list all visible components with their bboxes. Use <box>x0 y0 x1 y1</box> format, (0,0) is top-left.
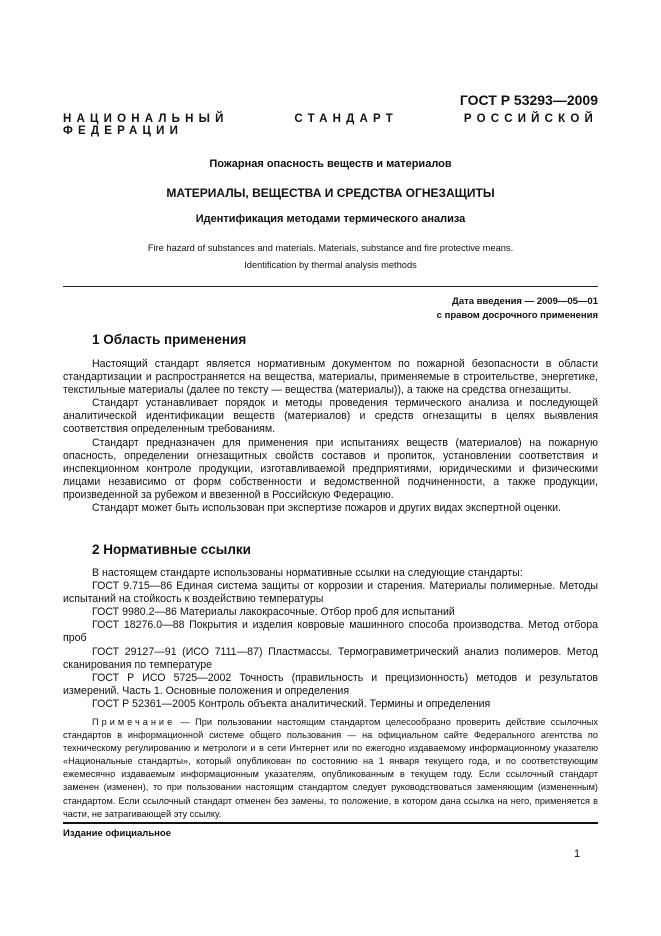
national-standard-banner: НАЦИОНАЛЬНЫЙ СТАНДАРТ РОССИЙСКОЙ ФЕДЕРАЦИИ <box>63 113 598 137</box>
section-1-heading: 1 Область применения <box>92 332 247 347</box>
paragraph: В настоящем стандарте использованы нормативные ссылки на следующие стандарты: <box>92 567 523 579</box>
effective-date-line: Дата введения — 2009—05—01 <box>452 296 598 307</box>
reference-item: ГОСТ 29127—91 (ИСО 7111—87) Пластмассы. Термогравиметрический анализ полимеров. Метод сканирования по температуре <box>63 645 598 671</box>
english-title <box>63 240 598 274</box>
note <box>63 716 598 821</box>
title-main: МАТЕРИАЛЫ, ВЕЩЕСТВА И СРЕДСТВА ОГНЕЗАЩИТЫ <box>166 186 495 200</box>
reference-item: ГОСТ Р ИСО 5725—2002 Точность (правильность и прецизионность) методов и результатов измерений. Часть 1. Основные положения и определения <box>63 671 598 697</box>
paragraph: Стандарт предназначен для применения при испытаниях веществ (материалов) на пожарную опасность, определении огнезащитных свойств составов и пропиток, установлении соответствия и инспекционном контроле продукции, изготавливаемой предприятиями, юридическими и физическими лицами независимо от форм собственности и ведомственной подчиненности, а также продукции, произведенной за рубежом и ввезенной в Российскую Федерацию. <box>63 436 598 501</box>
edition-label: Издание официальное <box>63 828 171 839</box>
reference-item: ГОСТ 9.715—86 Единая система защиты от коррозии и старения. Материалы полимерные. Методы испытаний на стойкость к воздействию температуры <box>63 580 598 606</box>
english-title-line2: Identification by thermal analysis methods <box>244 260 417 270</box>
page-number: 1 <box>574 848 581 860</box>
paragraph: Настоящий стандарт является нормативным документом по пожарной безопасности в области стандартизации и распространяется на вещества, материалы, применяемые в строительстве, энергетике, текстильные материалы (далее по тексту — вещества (материалы)), а также на средства огнезащиты. <box>63 358 598 397</box>
reference-item: ГОСТ Р 52361—2005 Контроль объекта аналитический. Термины и определения <box>92 697 491 710</box>
title-general: Пожарная опасность веществ и материалов <box>209 158 452 170</box>
title-sub: Идентификация методами термического анализа <box>195 213 466 225</box>
early-application-line: с правом досрочного применения <box>436 310 598 321</box>
english-title-line1: Fire hazard of substances and materials. Materials, substance and fire protective means. <box>147 243 514 253</box>
paragraph: Стандарт может быть использован при экспертизе пожаров и других видах экспертной оценки. <box>92 502 561 515</box>
note-text: — При пользовании настоящим стандартом целесообразно проверить действие ссылочных стандартов в информационной системе общего пользования — на официальном сайте Федерального агентства по техническому регулированию и метрологи и в сети Интернет или по ежегодно издаваемому информационному указателю «Национальные стандарты», который опубликован по состоянию на 1 января текущего года, и по соответствующим ежемесячно издаваемым информационным указателям, опубликованным в текущем году. Если ссылочный стандарт заменен (изменен), то при пользовании настоящим стандартом следует руководствоваться заменяющим (измененным) стандартом. Если ссылочный стандарт отменен без замены, то положение, в котором дана ссылка на него, применяется в части, не затрагивающей эту ссылку. <box>63 717 598 819</box>
section-2-heading: 2 Нормативные ссылки <box>92 542 251 557</box>
note-label: Примечание <box>92 717 176 727</box>
standard-code: ГОСТ Р 53293—2009 <box>459 92 598 108</box>
paragraph: Стандарт устанавливает порядок и методы проведения термического анализа и последующей аналитической идентификации веществ (материалов) и средств огнезащиты в целях выявления соответствия определенным требованиям. <box>63 397 598 436</box>
section-2-body <box>63 567 598 711</box>
section-1-body <box>63 358 598 515</box>
reference-item: ГОСТ 9980.2—86 Материалы лакокрасочные. Отбор проб для испытаний <box>92 606 455 619</box>
divider <box>63 286 598 287</box>
effective-date <box>437 295 598 323</box>
footer-divider <box>63 822 598 824</box>
reference-item: ГОСТ 18276.0—88 Покрытия и изделия ковровые машинного способа производства. Метод отбора проб <box>63 619 598 645</box>
